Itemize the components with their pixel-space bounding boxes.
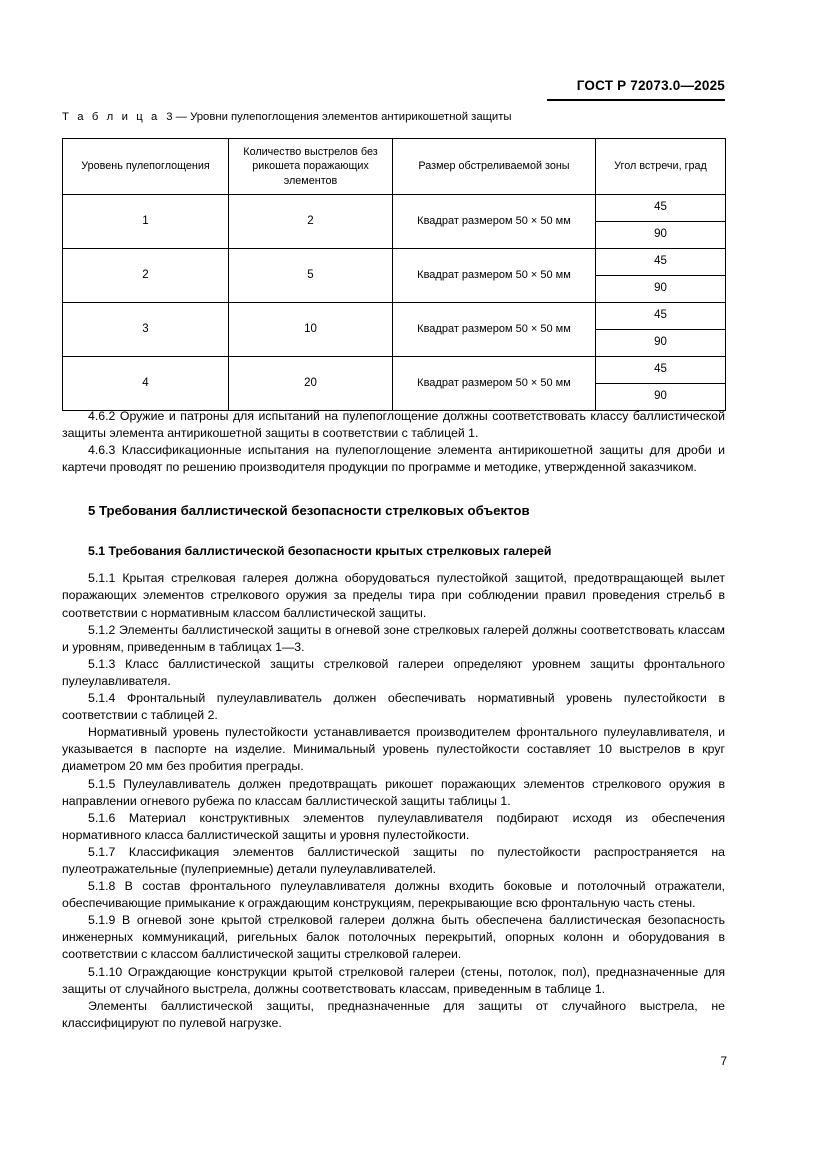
paragraph-5-1-5: 5.1.5 Пулеулавливатель должен предотвращать рикошет поражающих элементов стрелкового оружия в направлении огневого рубежа по классам баллистической защиты таблицы 1. xyxy=(62,776,725,808)
header-rule xyxy=(547,99,725,101)
subsection-heading-5-1: 5.1 Требования баллистической безопасности крытых стрелковых галерей xyxy=(88,544,552,559)
table-caption xyxy=(62,111,512,123)
cell-level: 2 xyxy=(63,249,229,303)
cell-angle: 90 xyxy=(596,222,726,249)
cell-level: 1 xyxy=(63,195,229,249)
cell-count: 10 xyxy=(229,303,393,357)
column-header-angle: Угол встречи, град xyxy=(596,139,726,195)
table-3 xyxy=(62,138,726,411)
paragraph-5-1-9: 5.1.9 В огневой зоне крытой стрелковой галереи должна быть обеспечена баллистическая безопасность инженерных коммуникаций, ригельных балок потолочных перекрытий, опорных колонн и оборудования в соответствии с классом баллистической защиты стрелковой галереи. xyxy=(62,913,725,962)
paragraph-5-1-1: 5.1.1 Крытая стрелковая галерея должна оборудоваться пулестойкой защитой, предотвращающей вылет поражающих элементов стрелкового оружия за пределы тира при соблюдении правил проведения стрельб в соответствии с нормативным классом баллистической защиты. xyxy=(62,571,725,620)
table-caption-dash: — xyxy=(175,111,187,123)
page-number: 7 xyxy=(720,1054,727,1068)
cell-zone: Квадрат размером 50 × 50 мм xyxy=(393,303,596,357)
cell-angle: 45 xyxy=(596,195,726,222)
cell-count: 5 xyxy=(229,249,393,303)
cell-angle: 45 xyxy=(596,303,726,330)
cell-angle: 90 xyxy=(596,276,726,303)
cell-count: 2 xyxy=(229,195,393,249)
cell-zone: Квадрат размером 50 × 50 мм xyxy=(393,357,596,411)
cell-level: 4 xyxy=(63,357,229,411)
section-heading-5: 5 Требования баллистической безопасности стрелковых объектов xyxy=(88,503,530,519)
cell-zone: Квадрат размером 50 × 50 мм xyxy=(393,195,596,249)
cell-angle: 90 xyxy=(596,384,726,411)
paragraph-5-1-4-continued: Нормативный уровень пулестойкости устанавливается производителем фронтального пулеулавливателя, и указывается в паспорте на изделие. Минимальный уровень пулестойкости составляет 10 выстрелов в круг диаметром 20 мм без пробития преграды. xyxy=(62,725,725,774)
table-row xyxy=(63,357,726,384)
table-row xyxy=(63,249,726,276)
cell-zone: Квадрат размером 50 × 50 мм xyxy=(393,249,596,303)
table-body xyxy=(63,195,726,411)
cell-count: 20 xyxy=(229,357,393,411)
column-header-count: Количество выстрелов без рикошета поражающих элементов xyxy=(229,139,393,195)
paragraph-5-1-6: 5.1.6 Материал конструктивных элементов пулеулавливателя подбирают исходя из обеспечения нормативного класса баллистической защиты и уровня пулестойкости. xyxy=(62,810,725,842)
paragraph-4-6-3: 4.6.3 Классификационные испытания на пулепоглощение элемента антирикошетной защиты для дроби и картечи проводят по решению производителя продукции по программе и методике, утвержденной заказчиком. xyxy=(62,443,725,475)
paragraph-5-1-3: 5.1.3 Класс баллистической защиты стрелковой галереи определяют уровнем защиты фронтального пулеулавливателя. xyxy=(62,656,725,688)
paragraph-5-1-2: 5.1.2 Элементы баллистической защиты в огневой зоне стрелковых галерей должны соответствовать классам и уровням, приведенным в таблицах 1—3. xyxy=(62,622,725,654)
table-caption-label: Т а б л и ц а xyxy=(62,111,160,123)
document-body xyxy=(62,408,725,1032)
column-header-level: Уровень пулепоглощения xyxy=(63,139,229,195)
paragraph-5-1-8: 5.1.8 В состав фронтального пулеулавливателя должны входить боковые и потолочный отражатели, обеспечивающие примыкание к ограждающим конструкциям, перекрывающие всю фронтальную часть стены. xyxy=(62,879,725,911)
table-3-wrapper xyxy=(62,138,725,411)
cell-angle: 45 xyxy=(596,357,726,384)
cell-angle: 90 xyxy=(596,330,726,357)
table-caption-number: 3 xyxy=(166,111,173,123)
paragraph-5-1-4: 5.1.4 Фронтальный пулеулавливатель должен обеспечивать нормативный уровень пулестойкости в соответствии с таблицей 2. xyxy=(62,691,725,723)
table-header xyxy=(63,139,726,195)
table-row xyxy=(63,195,726,222)
table-row xyxy=(63,303,726,330)
table-header-row xyxy=(63,139,726,195)
cell-level: 3 xyxy=(63,303,229,357)
cell-angle: 45 xyxy=(596,249,726,276)
standard-header-title: ГОСТ Р 72073.0—2025 xyxy=(576,78,725,93)
paragraph-5-1-10-continued: Элементы баллистической защиты, предназначенные для защиты от случайного выстрела, не классифицируют по пулевой нагрузке. xyxy=(62,998,725,1030)
table-caption-title: Уровни пулепоглощения элементов антирикошетной защиты xyxy=(190,111,512,123)
paragraph-4-6-2: 4.6.2 Оружие и патроны для испытаний на пулепоглощение должны соответствовать классу баллистической защиты элемента антирикошетной защиты в соответствии с таблицей 1. xyxy=(62,409,725,441)
paragraph-5-1-7: 5.1.7 Классификация элементов баллистической защиты по пулестойкости распространяется на пулеотражательные (пулеприемные) детали пулеулавливателей. xyxy=(62,844,725,876)
paragraph-5-1-10: 5.1.10 Ограждающие конструкции крытой стрелковой галереи (стены, потолок, пол), предназначенные для защиты от случайного выстрела, должны соответствовать классам, приведенным в таблице 1. xyxy=(62,964,725,996)
column-header-zone: Размер обстреливаемой зоны xyxy=(393,139,596,195)
